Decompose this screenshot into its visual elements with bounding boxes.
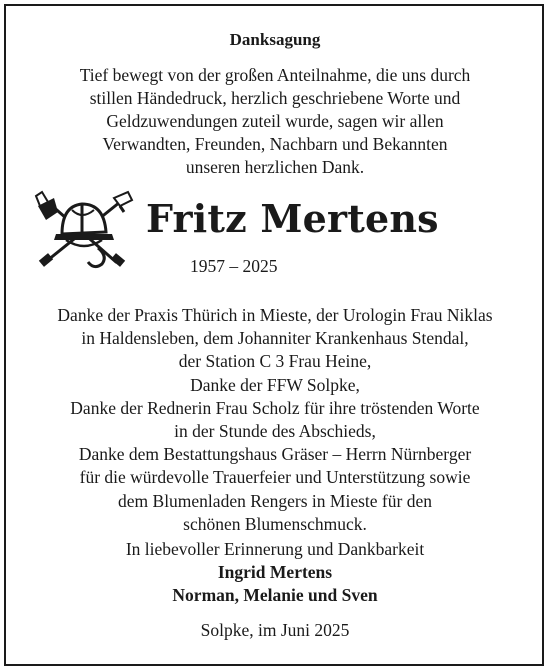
thanks-line: Tief bewegt von der großen Anteilnahme, die uns durch	[79, 65, 471, 85]
thanks-line: Verwandten, Freunden, Nachbarn und Bekannten	[102, 134, 448, 154]
deceased-name: Fritz Mertens	[146, 196, 439, 241]
signature-block	[0, 538, 550, 607]
acknowledgements	[15, 304, 535, 536]
notice-heading: Danksagung	[229, 30, 321, 49]
acknowledgement-line: Danke dem Bestattungshaus Gräser – Herrn Nürnberger	[78, 444, 472, 465]
life-dates: 1957 – 2025	[190, 256, 278, 276]
acknowledgement-line: in der Stunde des Abschieds,	[174, 421, 376, 442]
closing-line: In liebevoller Erinnerung und Dankbarkeit	[125, 539, 425, 559]
thanks-line: unseren herzlichen Dank.	[185, 157, 365, 177]
thanks-line: Geldzuwendungen zuteil wurde, sagen wir allen	[106, 111, 444, 131]
place-and-date: Solpke, im Juni 2025	[200, 620, 350, 640]
acknowledgement-line: schönen Blumenschmuck.	[183, 513, 367, 534]
thanks-paragraph	[20, 64, 530, 179]
acknowledgement-line: in Haldensleben, dem Johanniter Krankenhaus Stendal,	[81, 328, 469, 349]
acknowledgement-line: dem Blumenladen Rengers in Mieste für den	[118, 490, 432, 511]
acknowledgement-line: Danke der Praxis Thürich in Mieste, der Urologin Frau Niklas	[57, 305, 493, 325]
signatory: Norman, Melanie und Sven	[172, 585, 378, 605]
acknowledgement-line: Danke der Rednerin Frau Scholz für ihre tröstenden Worte	[70, 397, 480, 418]
thanks-line: stillen Händedruck, herzlich geschriebene Worte und	[89, 88, 461, 108]
acknowledgement-line: für die würdevolle Trauerfeier und Unterstützung sowie	[79, 467, 471, 488]
firefighter-emblem-icon	[28, 190, 136, 272]
acknowledgement-line: Danke der FFW Solpke,	[190, 374, 360, 395]
acknowledgement-line: der Station C 3 Frau Heine,	[178, 351, 372, 372]
signatory: Ingrid Mertens	[217, 562, 333, 582]
